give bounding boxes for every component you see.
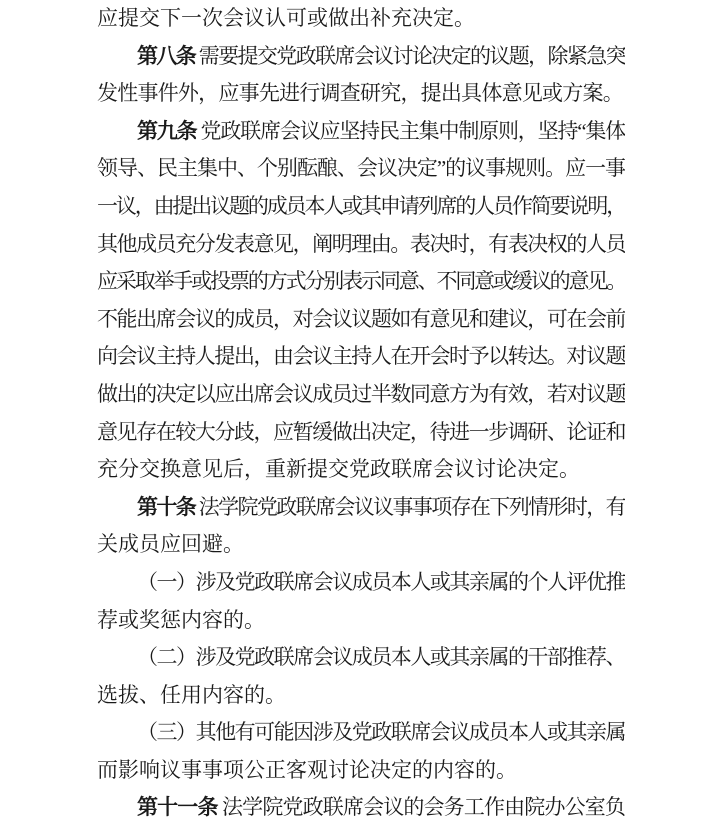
text-line: 其他成员充分发表意见，阐明理由。表决时，有表决权的人员 — [97, 231, 625, 256]
text-line: 第十条 法学院党政联席会议议事事项存在下列情形时，有 — [137, 494, 625, 519]
text-line: 发性事件外，应事先进行调查研究，提出具体意见或方案。 — [97, 81, 623, 106]
text-line: 做出的决定以应出席会议成员过半数同意方为有效，若对议题 — [97, 381, 625, 406]
text-line: 关成员应回避。 — [97, 532, 244, 557]
text-line: 第十一条 法学院党政联席会议的会务工作由院办公室负 — [137, 795, 625, 820]
text-line: 不能出席会议的成员，对会议议题如有意见和建议，可在会前 — [97, 306, 625, 331]
text-line: （二）涉及党政联席会议成员本人或其亲属的干部推荐、 — [137, 645, 625, 670]
text-line: （三）其他有可能因涉及党政联席会议成员本人或其亲属 — [137, 720, 625, 745]
text-line: 应提交下一次会议认可或做出补充决定。 — [97, 6, 475, 30]
text-line: 而影响议事事项公正客观讨论决定的内容的。 — [97, 757, 517, 782]
text-line: （一）涉及党政联席会议成员本人或其亲属的个人评优推 — [137, 569, 625, 594]
paragraph-article-10 — [97, 489, 625, 564]
paragraph-article-9 — [97, 113, 625, 489]
article-number: 第十一条 — [137, 795, 218, 820]
text-line: 领导、民主集中、个别酝酿、会议决定”的议事规则。应一事 — [97, 156, 625, 181]
article-number: 第八条 — [137, 43, 196, 68]
article-number: 第九条 — [137, 118, 197, 143]
article-number: 第十条 — [137, 494, 196, 519]
text-line: 选拔、任用内容的。 — [97, 682, 286, 707]
paragraph-avoidance-item-2 — [97, 639, 625, 714]
paragraph-avoidance-item-1 — [97, 564, 625, 639]
text-line: 应采取举手或投票的方式分别表示同意、不同意或缓议的意见。 — [97, 269, 625, 294]
text-line: 荐或奖惩内容的。 — [97, 607, 265, 632]
text-line: 充分交换意见后，重新提交党政联席会议讨论决定。 — [97, 457, 580, 482]
paragraph-article-8 — [97, 38, 625, 113]
text-line: 第九条 党政联席会议应坚持民主集中制原则，坚持“集体 — [137, 118, 625, 143]
text-line: 一议，由提出议题的成员本人或其申请列席的人员作简要说明， — [97, 193, 625, 218]
text-block — [97, 0, 625, 827]
paragraph-continuation-from-previous-page — [97, 0, 625, 38]
paragraph-avoidance-item-3 — [97, 714, 625, 789]
text-line: 意见存在较大分歧，应暂缓做出决定，待进一步调研、论证和 — [97, 419, 625, 444]
paragraph-article-11 — [97, 789, 625, 827]
text-line: 向会议主持人提出，由会议主持人在开会时予以转达。对议题 — [97, 344, 625, 369]
text-line: 第八条 需要提交党政联席会议讨论决定的议题，除紧急突 — [137, 43, 625, 68]
